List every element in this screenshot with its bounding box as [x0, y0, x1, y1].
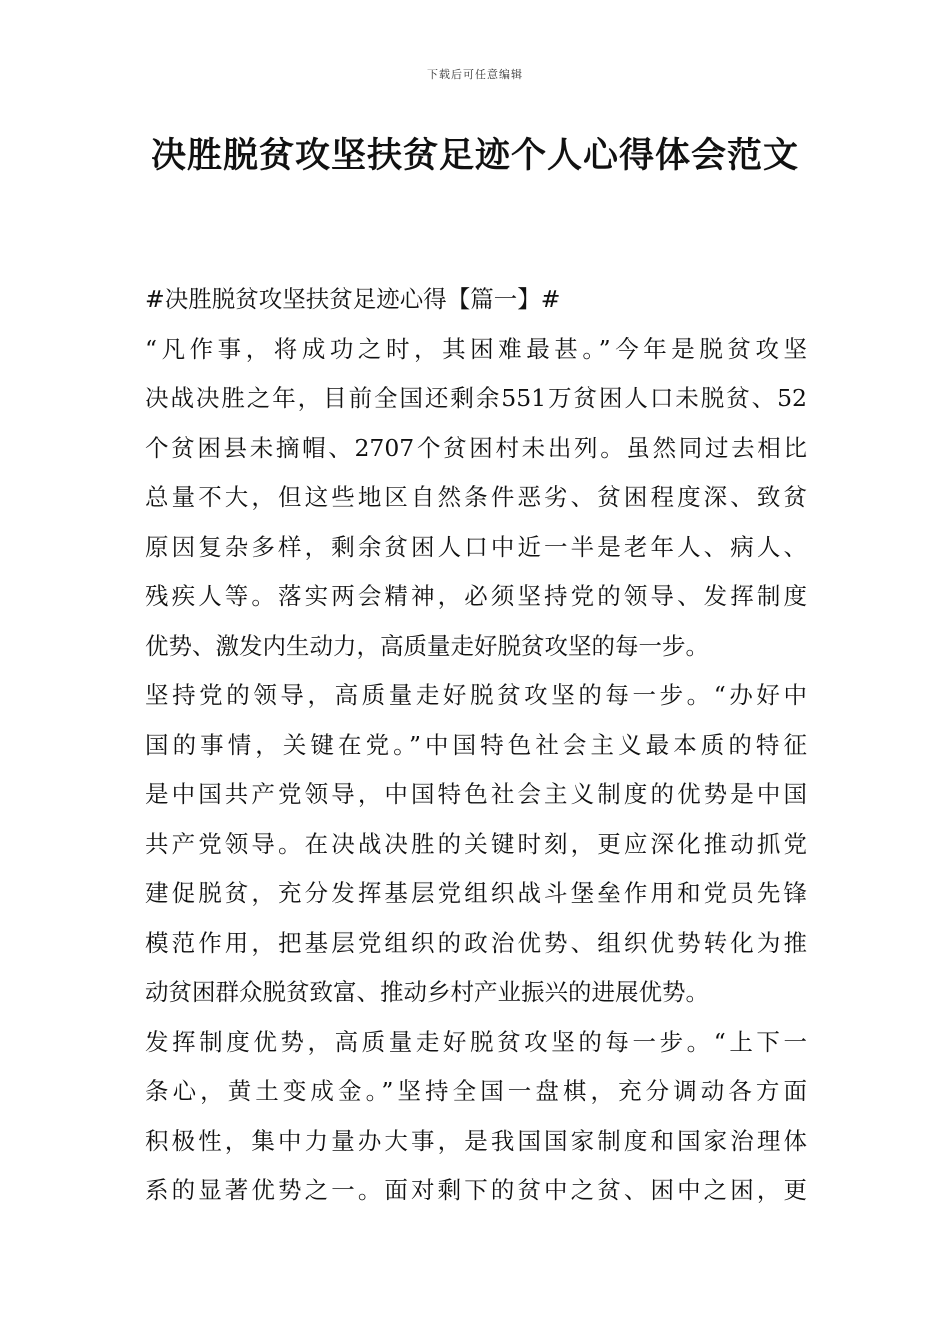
text-line: 国的事情，关键在党。”中国特色社会主义最本质的特征 — [145, 730, 807, 759]
text-line: 优势、激发内生动力，高质量走好脱贫攻坚的每一步。 — [145, 631, 709, 660]
text-line: 原因复杂多样，剩余贫困人口中近一半是老年人、病人、 — [145, 532, 807, 561]
document-title: 决胜脱贫攻坚扶贫足迹个人心得体会范文 — [150, 136, 799, 176]
text-line: 发挥制度优势，高质量走好脱贫攻坚的每一步。“上下一 — [145, 1027, 807, 1056]
text-line: 决战决胜之年，目前全国还剩余551万贫困人口未脱贫、52 — [145, 384, 807, 412]
text-line: 积极性，集中力量办大事，是我国国家制度和国家治理体 — [145, 1126, 807, 1155]
text-line: 动贫困群众脱贫致富、推动乡村产业振兴的进展优势。 — [145, 978, 709, 1006]
text-line: 个贫困县未摘帽、2707个贫困村未出列。虽然同过去相比 — [145, 433, 807, 462]
text-line: “凡作事，将成功之时，其困难最甚。”今年是脱贫攻坚 — [145, 334, 807, 363]
text-line: 模范作用，把基层党组织的政治优势、组织优势转化为推 — [145, 928, 807, 957]
text-line: 条心，黄土变成金。”坚持全国一盘棋，充分调动各方面 — [145, 1077, 807, 1105]
header-note: 下载后可任意编辑 — [427, 68, 523, 81]
text-line: 坚持党的领导，高质量走好脱贫攻坚的每一步。“办好中 — [145, 681, 807, 709]
text-line: 共产党领导。在决战决胜的关键时刻，更应深化推动抓党 — [145, 829, 807, 858]
text-line: 残疾人等。落实两会精神，必须坚持党的领导、发挥制度 — [145, 582, 807, 610]
text-line: 总量不大，但这些地区自然条件恶劣、贫困程度深、致贫 — [145, 483, 807, 511]
document-body — [145, 275, 807, 1216]
text-line: 是中国共产党领导，中国特色社会主义制度的优势是中国 — [145, 780, 807, 808]
text-line: 建促脱贫，充分发挥基层党组织战斗堡垒作用和党员先锋 — [145, 879, 807, 907]
section-heading: #决胜脱贫攻坚扶贫足迹心得【篇一】# — [145, 285, 561, 313]
text-line: 系的显著优势之一。面对剩下的贫中之贫、困中之困，更 — [145, 1176, 807, 1204]
